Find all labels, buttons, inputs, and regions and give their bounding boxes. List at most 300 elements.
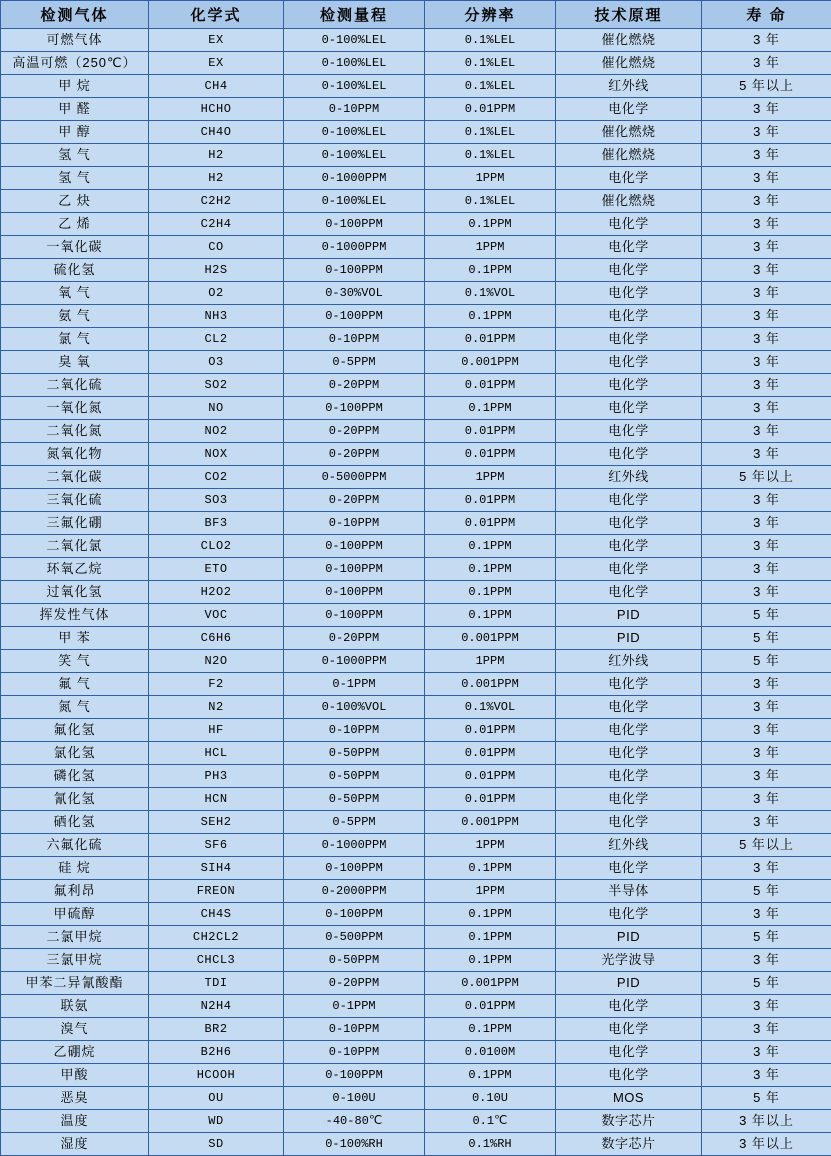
table-cell: 3 年 [702,328,831,351]
table-row [1,167,831,190]
table-cell: SO3 [149,489,284,512]
table-cell: 氟化氢 [1,719,149,742]
table-cell: C2H4 [149,213,284,236]
table-cell: 0-50PPM [284,765,425,788]
table-cell: N2 [149,696,284,719]
table-cell: 氮 气 [1,696,149,719]
table-cell: 3 年 [702,443,831,466]
table-cell: 3 年 [702,489,831,512]
table-cell: 0-5PPM [284,351,425,374]
table-row [1,1064,831,1087]
table-row [1,282,831,305]
table-cell: 0-10PPM [284,1041,425,1064]
table-cell: 0-100PPM [284,857,425,880]
table-cell: 硒化氢 [1,811,149,834]
table-cell: H2S [149,259,284,282]
table-cell: 电化学 [556,351,702,374]
table-cell: 温度 [1,1110,149,1133]
table-cell: 0.1PPM [425,581,556,604]
table-cell: 0.1%LEL [425,52,556,75]
table-cell: CH2CL2 [149,926,284,949]
table-row [1,466,831,489]
table-cell: 3 年 [702,52,831,75]
table-cell: MOS [556,1087,702,1110]
table-cell: N2O [149,650,284,673]
table-row [1,627,831,650]
table-cell: 1PPM [425,834,556,857]
table-row [1,995,831,1018]
table-cell: 0-1PPM [284,673,425,696]
table-cell: 0.0100M [425,1041,556,1064]
table-cell: BR2 [149,1018,284,1041]
table-cell: 0-100%LEL [284,190,425,213]
table-cell: 0-30%VOL [284,282,425,305]
table-cell: 0-100PPM [284,604,425,627]
table-cell: 3 年 [702,558,831,581]
table-cell: 5 年 [702,604,831,627]
table-cell: PID [556,972,702,995]
table-cell: 5 年 [702,627,831,650]
table-cell: 催化燃烧 [556,52,702,75]
table-cell: 电化学 [556,236,702,259]
table-cell: 1PPM [425,466,556,489]
table-cell: 0.1%VOL [425,282,556,305]
table-cell: 二氧化碳 [1,466,149,489]
table-cell: 三氯甲烷 [1,949,149,972]
table-cell: 1PPM [425,167,556,190]
table-cell: 0.1PPM [425,903,556,926]
table-cell: 5 年 [702,926,831,949]
table-cell: 0.1PPM [425,926,556,949]
table-cell: 氯化氢 [1,742,149,765]
table-cell: 3 年 [702,765,831,788]
table-cell: SIH4 [149,857,284,880]
table-cell: NO2 [149,420,284,443]
table-cell: 环氧乙烷 [1,558,149,581]
table-cell: 3 年 [702,581,831,604]
table-cell: FREON [149,880,284,903]
table-row [1,328,831,351]
table-cell: C2H2 [149,190,284,213]
table-cell: 电化学 [556,443,702,466]
table-cell: 电化学 [556,673,702,696]
table-row [1,903,831,926]
table-cell: 0.01PPM [425,328,556,351]
table-cell: 0-10PPM [284,512,425,535]
table-cell: 0-500PPM [284,926,425,949]
table-cell: 电化学 [556,167,702,190]
table-row [1,351,831,374]
table-header-row [1,1,831,29]
table-cell: 甲 醇 [1,121,149,144]
table-cell: 3 年 [702,420,831,443]
table-cell: 3 年 [702,305,831,328]
table-cell: 0-100PPM [284,535,425,558]
table-cell: 5 年 [702,880,831,903]
table-row [1,443,831,466]
table-cell: 氨 气 [1,305,149,328]
table-row [1,305,831,328]
table-cell: 0.1PPM [425,857,556,880]
table-cell: ETO [149,558,284,581]
table-cell: C6H6 [149,627,284,650]
table-cell: 乙 炔 [1,190,149,213]
table-cell: 3 年 [702,742,831,765]
table-cell: 电化学 [556,558,702,581]
table-cell: CL2 [149,328,284,351]
table-cell: 3 年 [702,788,831,811]
table-cell: 3 年 [702,719,831,742]
table-cell: 0-10PPM [284,328,425,351]
table-row [1,75,831,98]
table-cell: O3 [149,351,284,374]
table-cell: SO2 [149,374,284,397]
table-cell: 电化学 [556,374,702,397]
table-cell: 0-100%VOL [284,696,425,719]
table-cell: 溴气 [1,1018,149,1041]
table-cell: 0-100PPM [284,305,425,328]
table-cell: SD [149,1133,284,1156]
table-row [1,1041,831,1064]
table-cell: 数字芯片 [556,1133,702,1156]
table-cell: 催化燃烧 [556,121,702,144]
table-cell: 0-2000PPM [284,880,425,903]
table-cell: 催化燃烧 [556,29,702,52]
table-cell: BF3 [149,512,284,535]
table-row [1,98,831,121]
table-cell: 氢 气 [1,144,149,167]
table-cell: 1PPM [425,236,556,259]
table-cell: 0-100PPM [284,213,425,236]
table-cell: 0.1PPM [425,259,556,282]
table-cell: 0-10PPM [284,98,425,121]
table-cell: 0.1%LEL [425,29,556,52]
table-cell: 电化学 [556,742,702,765]
table-cell: CHCL3 [149,949,284,972]
table-row [1,121,831,144]
table-cell: 0.01PPM [425,788,556,811]
table-cell: 电化学 [556,857,702,880]
table-cell: 3 年 [702,121,831,144]
table-cell: NH3 [149,305,284,328]
table-cell: 0-100PPM [284,558,425,581]
table-cell: 0.001PPM [425,627,556,650]
table-cell: 甲酸 [1,1064,149,1087]
table-cell: 一氧化氮 [1,397,149,420]
column-header-range: 检测量程 [284,1,425,29]
table-cell: 0-20PPM [284,420,425,443]
table-cell: 红外线 [556,650,702,673]
table-cell: 3 年 [702,374,831,397]
table-cell: 臭 氧 [1,351,149,374]
table-cell: 一氧化碳 [1,236,149,259]
table-cell: 3 年 [702,949,831,972]
table-cell: 三氟化硼 [1,512,149,535]
table-cell: 二氯甲烷 [1,926,149,949]
table-cell: NOX [149,443,284,466]
table-row [1,535,831,558]
table-cell: 0.01PPM [425,512,556,535]
table-cell: 甲 苯 [1,627,149,650]
table-cell: 0-100PPM [284,259,425,282]
table-cell: 氮氧化物 [1,443,149,466]
table-row [1,29,831,52]
table-cell: H2O2 [149,581,284,604]
table-cell: 0.01PPM [425,995,556,1018]
table-cell: 1PPM [425,880,556,903]
table-cell: 0.1%LEL [425,190,556,213]
table-cell: PID [556,926,702,949]
table-cell: 催化燃烧 [556,144,702,167]
table-cell: 0.1PPM [425,558,556,581]
table-cell: 二氧化氯 [1,535,149,558]
table-cell: 0.001PPM [425,972,556,995]
table-cell: 3 年 [702,857,831,880]
table-cell: WD [149,1110,284,1133]
table-cell: 3 年 [702,167,831,190]
table-cell: 3 年 [702,903,831,926]
table-cell: 0-100%RH [284,1133,425,1156]
table-cell: 电化学 [556,765,702,788]
table-cell: 0-20PPM [284,374,425,397]
table-cell: 3 年 [702,397,831,420]
table-row [1,604,831,627]
table-cell: 0-100%LEL [284,29,425,52]
table-cell: 0-1000PPM [284,650,425,673]
table-cell: CLO2 [149,535,284,558]
table-cell: 甲苯二异氰酸酯 [1,972,149,995]
table-cell: F2 [149,673,284,696]
table-cell: 0.01PPM [425,765,556,788]
table-cell: 电化学 [556,1064,702,1087]
table-cell: HF [149,719,284,742]
table-cell: 3 年 [702,351,831,374]
table-cell: 0.1%LEL [425,121,556,144]
table-row [1,420,831,443]
table-cell: 3 年 [702,98,831,121]
table-cell: OU [149,1087,284,1110]
table-cell: B2H6 [149,1041,284,1064]
table-cell: 催化燃烧 [556,190,702,213]
table-cell: 3 年 [702,144,831,167]
table-cell: 0-100%LEL [284,75,425,98]
table-cell: 0-50PPM [284,742,425,765]
table-row [1,926,831,949]
table-cell: 电化学 [556,581,702,604]
table-cell: 0-1PPM [284,995,425,1018]
table-cell: 0-100%LEL [284,121,425,144]
table-cell: 可燃气体 [1,29,149,52]
table-cell: 3 年 [702,1041,831,1064]
table-row [1,811,831,834]
table-cell: 0-1000PPM [284,167,425,190]
table-cell: 电化学 [556,995,702,1018]
table-row [1,558,831,581]
table-row [1,696,831,719]
table-cell: 湿度 [1,1133,149,1156]
table-cell: 六氟化硫 [1,834,149,857]
table-cell: 5 年以上 [702,834,831,857]
table-cell: 3 年 [702,190,831,213]
table-row [1,144,831,167]
table-cell: 0-20PPM [284,972,425,995]
table-cell: 3 年 [702,995,831,1018]
table-row [1,673,831,696]
table-cell: 电化学 [556,420,702,443]
table-cell: 0-50PPM [284,949,425,972]
table-cell: 3 年 [702,673,831,696]
table-cell: HCHO [149,98,284,121]
table-cell: 0.10U [425,1087,556,1110]
table-row [1,1087,831,1110]
table-cell: 红外线 [556,466,702,489]
table-cell: 0.01PPM [425,420,556,443]
table-cell: 电化学 [556,788,702,811]
table-cell: 0.01PPM [425,98,556,121]
table-cell: 红外线 [556,75,702,98]
table-cell: 挥发性气体 [1,604,149,627]
table-cell: 光学波导 [556,949,702,972]
table-cell: CH4S [149,903,284,926]
table-cell: TDI [149,972,284,995]
table-cell: 0.01PPM [425,489,556,512]
table-cell: 0-100PPM [284,581,425,604]
table-cell: 甲 烷 [1,75,149,98]
table-cell: 电化学 [556,696,702,719]
table-cell: 乙 烯 [1,213,149,236]
table-cell: 0.1PPM [425,949,556,972]
table-cell: 3 年 [702,696,831,719]
table-cell: 5 年 [702,1087,831,1110]
table-cell: 3 年 [702,1064,831,1087]
table-cell: 0-5000PPM [284,466,425,489]
table-row [1,236,831,259]
table-row [1,719,831,742]
table-row [1,190,831,213]
table-row [1,489,831,512]
table-cell: 电化学 [556,512,702,535]
table-cell: 0.1%VOL [425,696,556,719]
table-cell: EX [149,29,284,52]
table-cell: N2H4 [149,995,284,1018]
table-header [1,1,831,29]
table-cell: 3 年 [702,213,831,236]
table-cell: 0.01PPM [425,719,556,742]
table-cell: 5 年 [702,972,831,995]
table-cell: 0.1PPM [425,305,556,328]
table-cell: 0-100%LEL [284,144,425,167]
table-cell: 恶臭 [1,1087,149,1110]
table-cell: 0.1PPM [425,1064,556,1087]
table-cell: 0.001PPM [425,673,556,696]
table-cell: 0-10PPM [284,719,425,742]
table-cell: 电化学 [556,213,702,236]
table-row [1,742,831,765]
table-cell: 0.1PPM [425,1018,556,1041]
table-cell: 0.001PPM [425,811,556,834]
table-cell: 0-20PPM [284,627,425,650]
table-cell: 0-50PPM [284,788,425,811]
table-cell: 3 年 [702,236,831,259]
table-cell: 甲 醛 [1,98,149,121]
table-cell: 红外线 [556,834,702,857]
table-cell: 电化学 [556,489,702,512]
table-cell: 0.1PPM [425,213,556,236]
table-cell: 笑 气 [1,650,149,673]
table-cell: H2 [149,167,284,190]
table-body [1,29,831,1156]
table-row [1,1110,831,1133]
table-cell: 电化学 [556,305,702,328]
table-cell: 电化学 [556,259,702,282]
table-cell: 硅 烷 [1,857,149,880]
table-row [1,788,831,811]
table-cell: CH4 [149,75,284,98]
table-cell: VOC [149,604,284,627]
table-cell: 数字芯片 [556,1110,702,1133]
table-cell: 电化学 [556,282,702,305]
table-cell: HCOOH [149,1064,284,1087]
table-cell: 磷化氢 [1,765,149,788]
table-cell: 电化学 [556,328,702,351]
column-header-formula: 化学式 [149,1,284,29]
table-cell: 氧 气 [1,282,149,305]
table-row [1,1133,831,1156]
table-cell: 3 年以上 [702,1133,831,1156]
table-cell: 电化学 [556,811,702,834]
table-cell: 0.1%LEL [425,75,556,98]
table-cell: 电化学 [556,98,702,121]
table-row [1,949,831,972]
table-cell: 0-20PPM [284,443,425,466]
table-cell: 0.1PPM [425,535,556,558]
table-cell: 0.1℃ [425,1110,556,1133]
table-cell: HCL [149,742,284,765]
table-cell: 0.1PPM [425,397,556,420]
table-cell: 半导体 [556,880,702,903]
table-cell: 氟利昂 [1,880,149,903]
table-cell: 电化学 [556,397,702,420]
table-cell: 高温可燃（250℃） [1,52,149,75]
column-header-gas: 检测气体 [1,1,149,29]
table-cell: 0-100PPM [284,397,425,420]
column-header-resolution: 分辨率 [425,1,556,29]
table-cell: 电化学 [556,719,702,742]
table-row [1,512,831,535]
table-cell: 0-100%LEL [284,52,425,75]
table-cell: 氯 气 [1,328,149,351]
table-cell: 3 年 [702,535,831,558]
table-cell: 二氧化硫 [1,374,149,397]
table-cell: 电化学 [556,903,702,926]
table-cell: 3 年 [702,259,831,282]
table-cell: 5 年以上 [702,75,831,98]
table-cell: 0.1PPM [425,604,556,627]
table-cell: 电化学 [556,535,702,558]
table-cell: 0.001PPM [425,351,556,374]
table-cell: 乙硼烷 [1,1041,149,1064]
table-cell: EX [149,52,284,75]
table-cell: PID [556,604,702,627]
table-cell: 5 年以上 [702,466,831,489]
table-cell: 0-1000PPM [284,834,425,857]
table-cell: 0.01PPM [425,742,556,765]
table-cell: H2 [149,144,284,167]
table-cell: 0-100U [284,1087,425,1110]
table-cell: CO2 [149,466,284,489]
table-cell: 0-5PPM [284,811,425,834]
table-cell: 0-10PPM [284,1018,425,1041]
